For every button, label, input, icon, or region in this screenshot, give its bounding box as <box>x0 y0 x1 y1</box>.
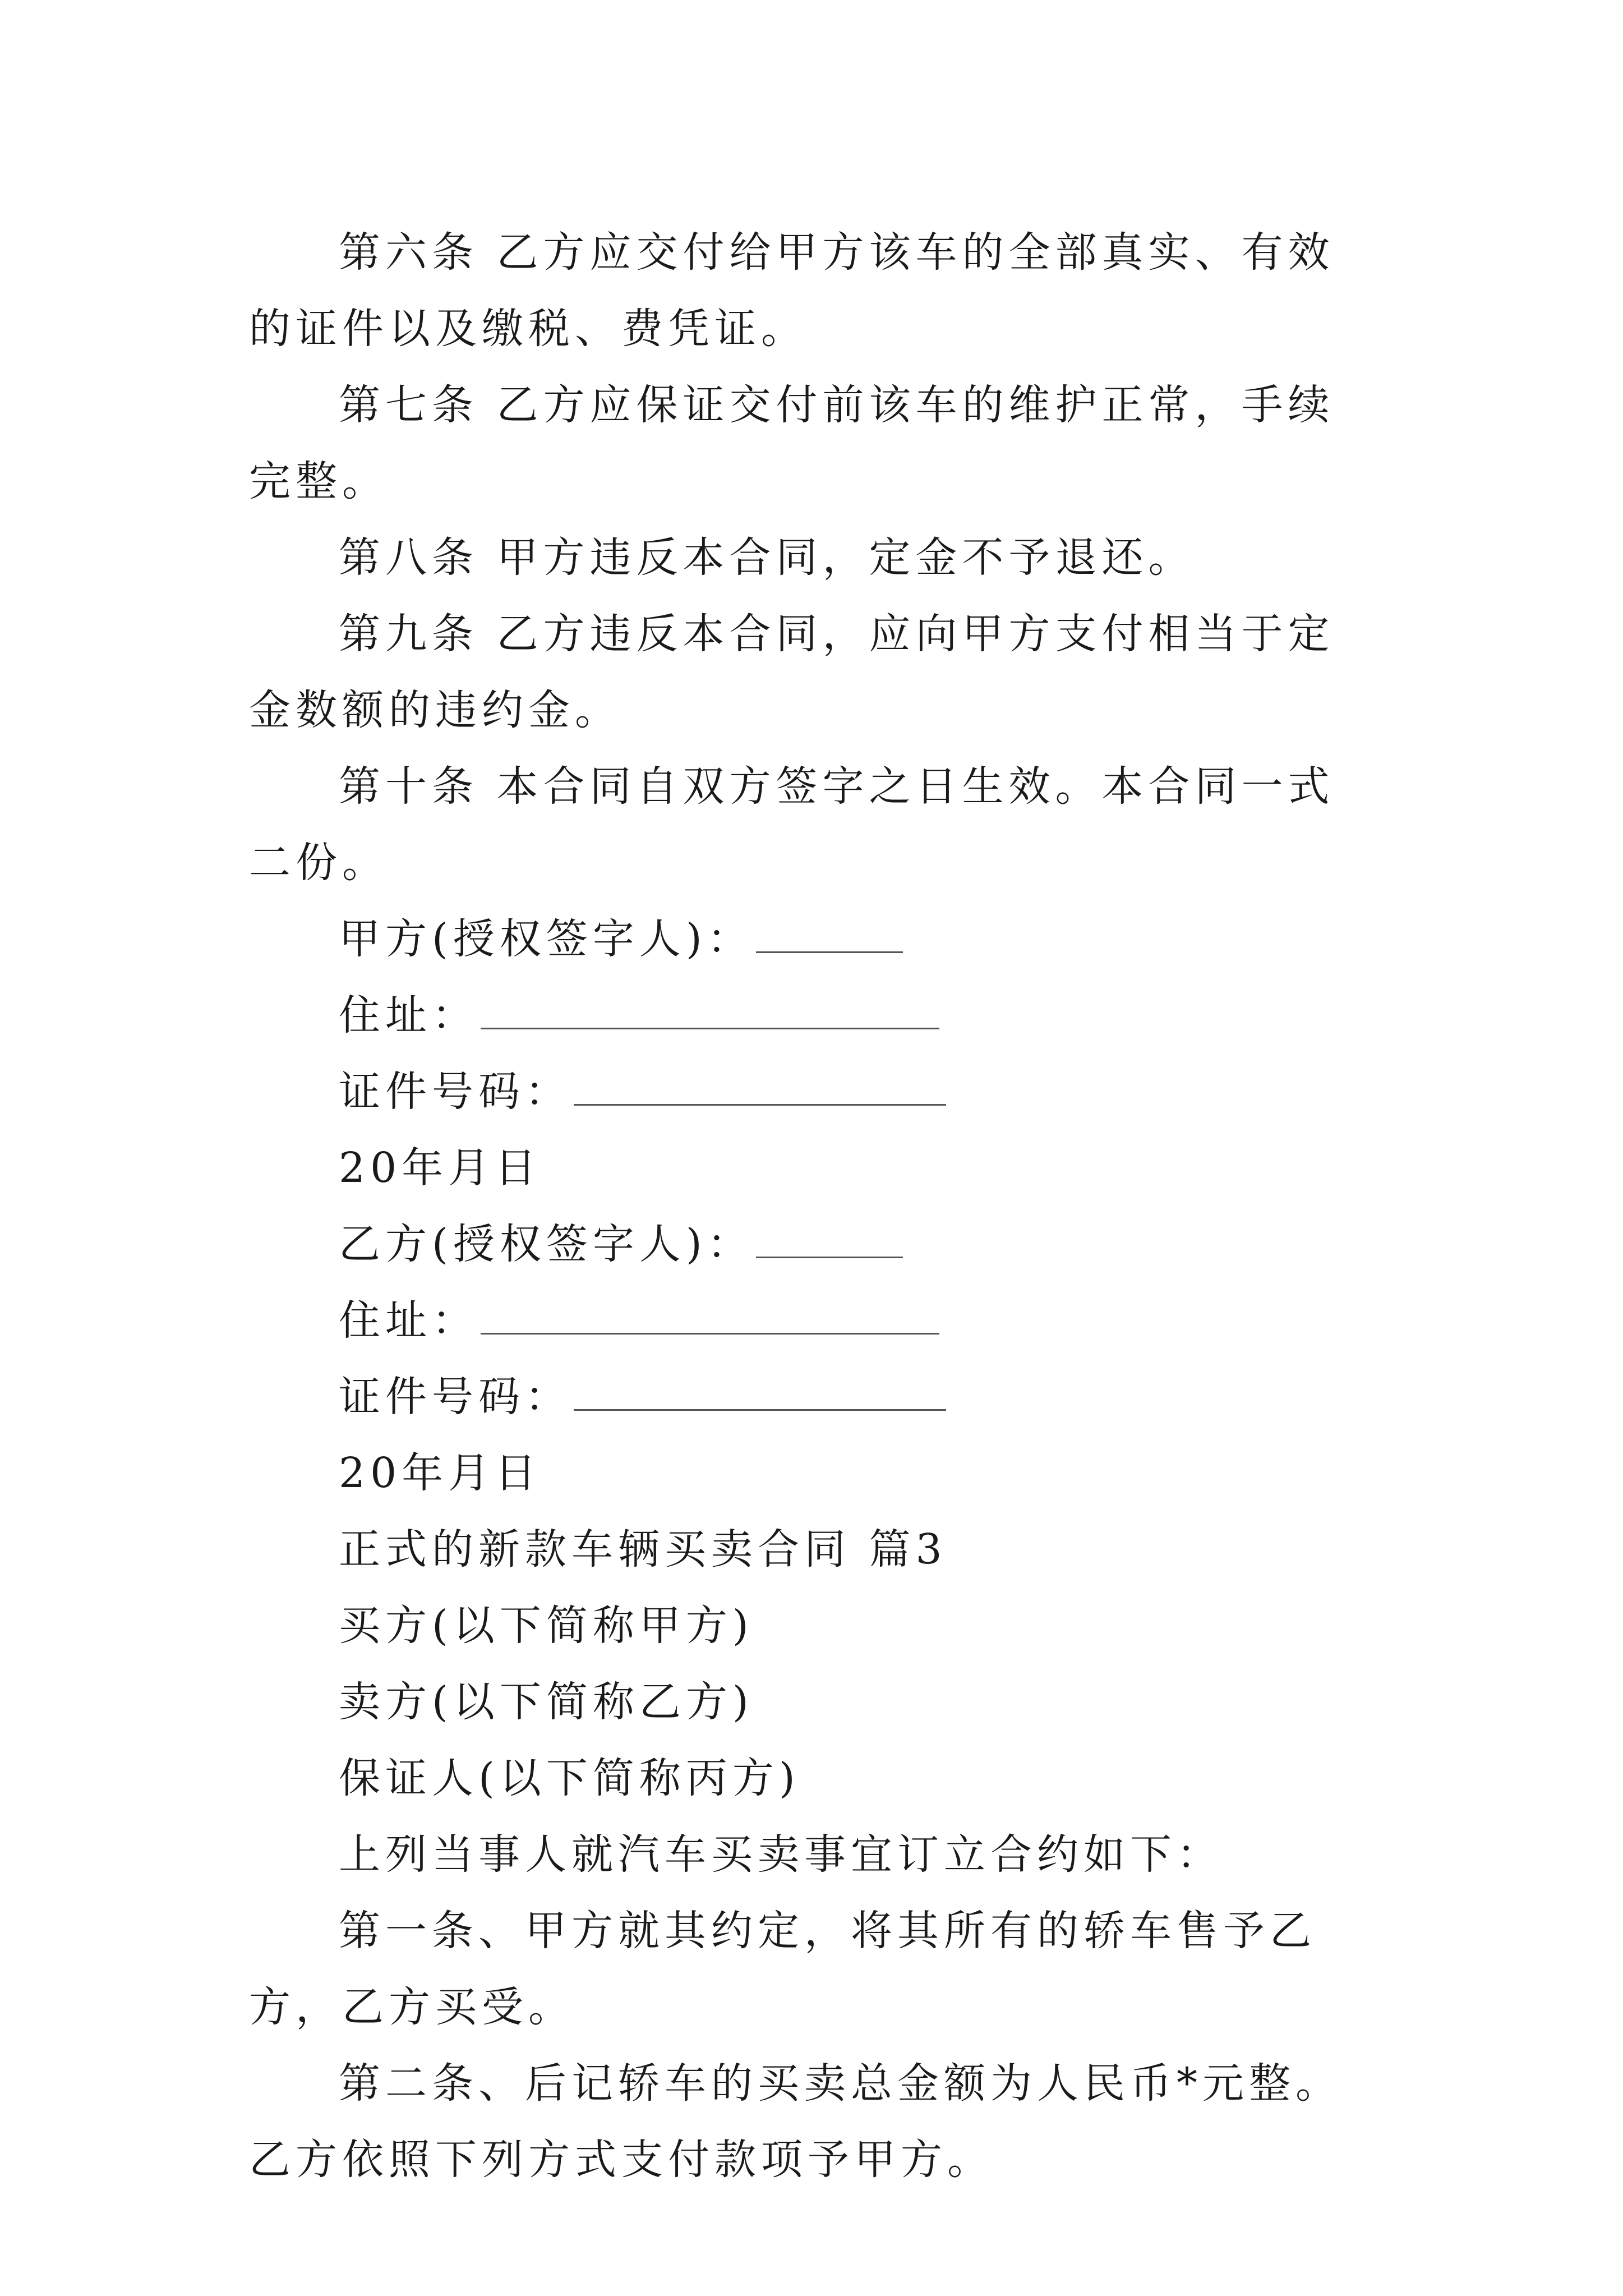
article-8-paragraph: 第八条 甲方违反本合同，定金不予退还。 <box>339 533 1195 582</box>
party-b-id-label: 证件号码： <box>339 1373 571 1421</box>
party-b-date: 20年月日 <box>339 1449 542 1497</box>
party-a-id-line <box>249 1053 1376 1130</box>
agreement-intro: 上列当事人就汽车买卖事宜订立合约如下： <box>339 1830 1223 1879</box>
party-a-address-line <box>249 977 1376 1053</box>
party-a-address-blank <box>481 993 939 1029</box>
guarantor-definition: 保证人(以下简称丙方) <box>339 1754 800 1802</box>
article-10-paragraph: 第十条 本合同自双方签字之日生效。本合同一式二份。 <box>249 762 1335 887</box>
party-b-signatory-label: 乙方(授权签字人)： <box>339 1220 754 1268</box>
party-b-address-blank <box>481 1298 939 1335</box>
party-a-address-label: 住址： <box>339 991 478 1039</box>
party-b-address-line <box>249 1282 1376 1359</box>
party-b-signatory-line <box>249 1206 1376 1282</box>
party-b-id-line <box>249 1359 1376 1435</box>
party-b-address-label: 住址： <box>339 1296 478 1345</box>
party-b-signatory-blank <box>756 1222 903 1258</box>
article-2-paragraph: 第二条、后记轿车的买卖总金额为人民币*元整。乙方依照下列方式支付款项予甲方。 <box>249 2059 1342 2184</box>
party-a-signatory-label: 甲方(授权签字人)： <box>339 915 754 963</box>
article-6-paragraph: 第六条 乙方应交付给甲方该车的全部真实、有效的证件以及缴税、费凭证。 <box>249 228 1335 353</box>
article-1-paragraph: 第一条、甲方就其约定，将其所有的轿车售予乙方，乙方买受。 <box>249 1907 1316 2031</box>
article-7-paragraph: 第七条 乙方应保证交付前该车的维护正常，手续完整。 <box>249 381 1335 505</box>
party-a-id-label: 证件号码： <box>339 1068 571 1116</box>
party-a-signatory-line <box>249 901 1376 977</box>
party-a-signatory-blank <box>756 917 903 953</box>
contract-body <box>249 214 1376 2198</box>
seller-definition: 卖方(以下简称乙方) <box>339 1678 754 1726</box>
party-a-date: 20年月日 <box>339 1144 542 1192</box>
article-9-paragraph: 第九条 乙方违反本合同，应向甲方支付相当于定金数额的违约金。 <box>249 610 1335 734</box>
buyer-definition: 买方(以下简称甲方) <box>339 1602 754 1650</box>
party-b-id-blank <box>574 1374 946 1411</box>
section-3-title: 正式的新款车辆买卖合同 篇3 <box>339 1525 947 1573</box>
party-a-id-blank <box>574 1069 946 1106</box>
